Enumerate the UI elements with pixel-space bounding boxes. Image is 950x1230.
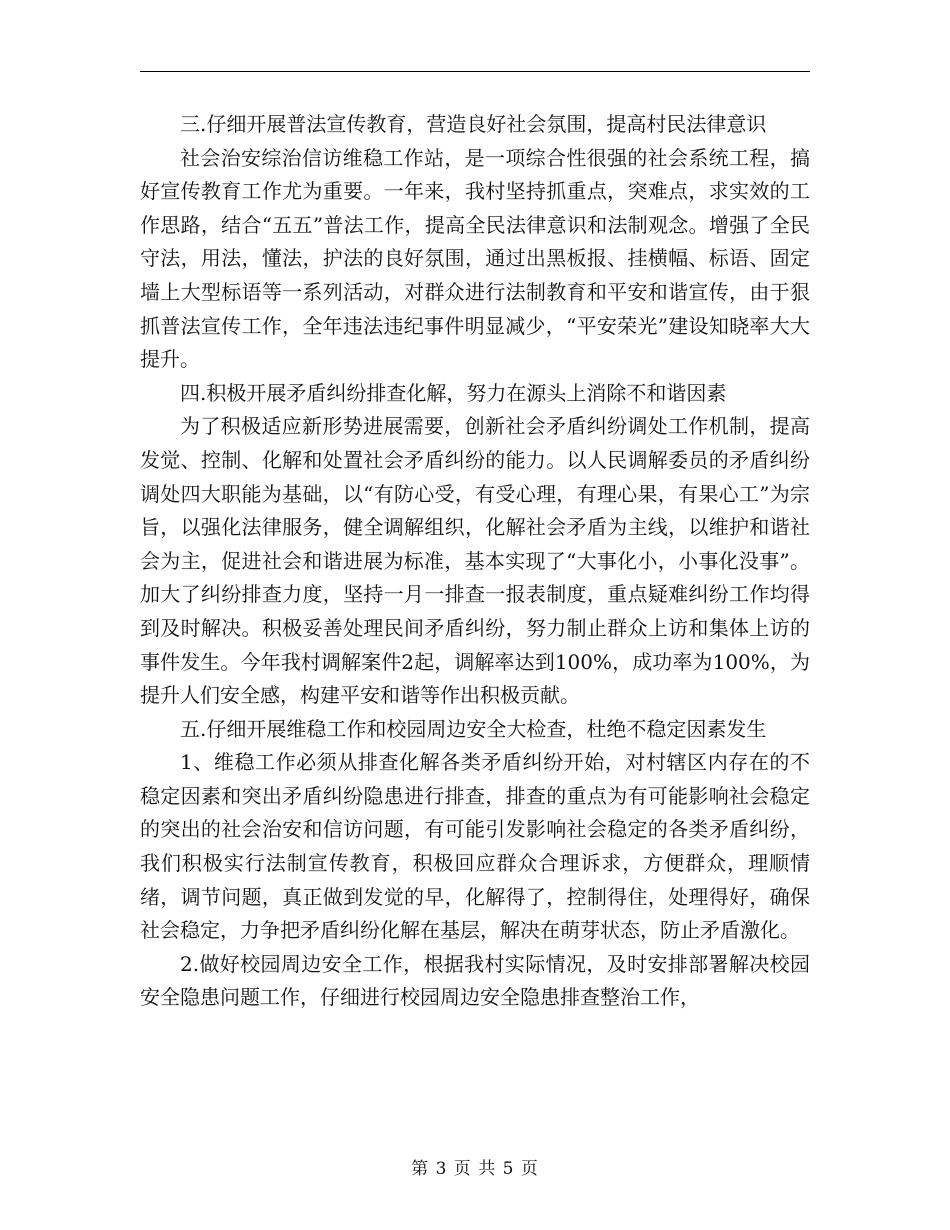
page-number-footer: 第 3 页 共 5 页 — [411, 1159, 539, 1179]
body-paragraph: 2.做好校园周边安全工作，根据我村实际情况，及时安排部署解决校园安全隐患问题工作，仔细进行校园周边安全隐患排查整治工作， — [140, 951, 810, 1010]
section-heading-5: 五.仔细开展维稳工作和校园周边安全大检查，杜绝不稳定因素发生 — [180, 716, 767, 741]
document-body — [140, 108, 810, 1015]
body-paragraph: 为了积极适应新形势进展需要，创新社会矛盾纠纷调处工作机制，提高发觉、控制、化解和处置社会矛盾纠纷的能力。以人民调解委员的矛盾纠纷调处四大职能为基础，以“有防心受，有受心理，有理心果，有果心工”为宗旨，以强化法律服务，健全调解组织，化解社会矛盾为主线，以维护和谐社会为主，促进社会和谐进展为标准，基本实现了“大事化小，小事化没事”。加大了纠纷排查力度，坚持一月一排查一报表制度，重点疑难纠纷工作均得到及时解决。积极妥善处理民间矛盾纠纷，努力制止群众上访和集体上访的事件发生。今年我村调解案件2起，调解率达到100%，成功率为100%，为提升人们安全感，构建平安和谐等作出积极贡献。 — [140, 414, 810, 708]
section-heading-4: 四.积极开展矛盾纠纷排查化解，努力在源头上消除不和谐因素 — [180, 380, 727, 405]
header-rule — [140, 71, 810, 72]
body-paragraph: 1、维稳工作必须从排查化解各类矛盾纠纷开始，对村辖区内存在的不稳定因素和突出矛盾纠纷隐患进行排查，排查的重点为有可能影响社会稳定的突出的社会治安和信访问题，有可能引发影响社会稳定的各类矛盾纠纷，我们积极实行法制宣传教育，积极回应群众合理诉求，方便群众，理顺情绪，调节问题，真正做到发觉的早，化解得了，控制得住，处理得好，确保社会稳定，力争把矛盾纠纷化解在基层，解决在萌芽状态，防止矛盾激化。 — [140, 750, 810, 943]
section-heading-3: 三.仔细开展普法宣传教育，营造良好社会氛围，提高村民法律意识 — [180, 112, 767, 136]
body-paragraph: 社会治安综治信访维稳工作站，是一项综合性很强的社会系统工程，搞好宣传教育工作尤为重要。一年来，我村坚持抓重点，突难点，求实效的工作思路，结合“五五”普法工作，提高全民法律意识和法制观念。增强了全民守法，用法，懂法，护法的良好氛围，通过出黑板报、挂横幅、标语、固定墙上大型标语等一系列活动，对群众进行法制教育和平安和谐宣传，由于狠抓普法宣传工作，全年违法违纪事件明显减少，“平安荣光”建设知晓率大大提升。 — [140, 145, 810, 372]
